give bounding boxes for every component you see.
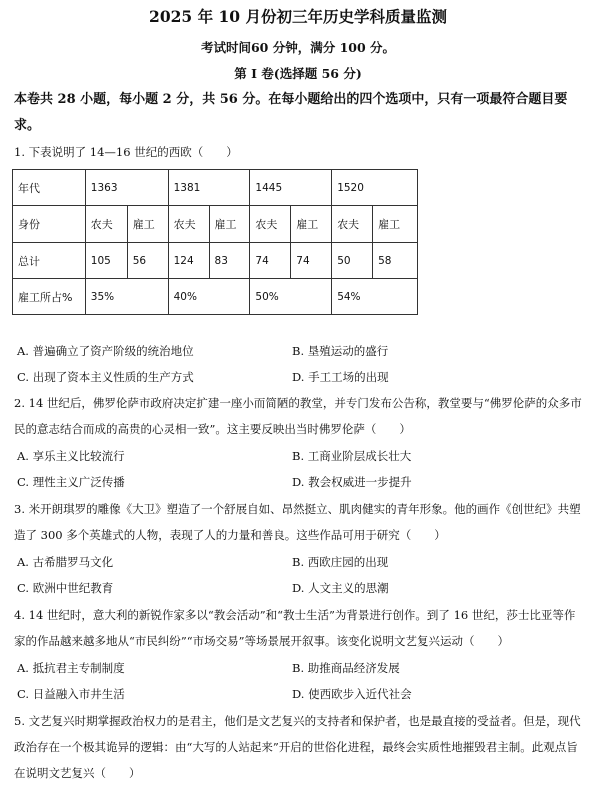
- question-4-option-c[interactable]: C. 日益融入市井生活: [17, 687, 125, 701]
- table-cell: 1520: [332, 170, 418, 206]
- question-1-option-c[interactable]: C. 出现了资本主义性质的生产方式: [17, 370, 194, 384]
- table-row: [13, 206, 418, 243]
- question-3-option-b[interactable]: B. 西欧庄园的出现: [292, 555, 389, 569]
- table-cell: 50%: [250, 279, 332, 315]
- question-5-stem: 5. 文艺复兴时期掌握政治权力的是君主，他们是文艺复兴的支持者和保护者，也是最直接的受益者。但是，现代政治存在一个极其诡异的逻辑：由“大写的人站起来”开启的世俗化进程，最终会实质性地摧毁君主制。此观点旨在说明文艺复兴（ ）: [14, 714, 581, 780]
- question-2-option-a[interactable]: A. 享乐主义比较流行: [17, 449, 125, 463]
- section-instructions: 本卷共 28 小题，每小题 2 分，共 56 分。在每小题给出的四个选项中，只有一项最符合题目要求。: [14, 92, 568, 133]
- table-cell: 年代: [13, 170, 86, 206]
- table-cell: 74: [250, 243, 291, 279]
- table-cell: 身份: [13, 206, 86, 243]
- table-cell: 54%: [332, 279, 418, 315]
- exam-title: 2025 年 10 月份初三年历史学科质量监测: [149, 7, 447, 26]
- table-cell: 35%: [85, 279, 168, 315]
- table-cell: 56: [127, 243, 168, 279]
- question-2-option-b[interactable]: B. 工商业阶层成长壮大: [292, 449, 412, 463]
- question-3-option-d[interactable]: D. 人文主义的思潮: [292, 581, 389, 595]
- question-2-stem: 2. 14 世纪后，佛罗伦萨市政府决定扩建一座小而简陋的教堂，并专门发布公告称，教堂要与“佛罗伦萨的众多市民的意志结合而成的高贵的心灵相一致”。这主要反映出当时佛罗伦萨（ ）: [14, 396, 582, 436]
- table-cell: 农夫: [332, 206, 373, 243]
- question-4-stem: 4. 14 世纪时，意大利的新锐作家多以“教会活动”和“教士生活”为背景进行创作。到了 16 世纪，莎士比亚等作家的作品越来越多地从“市民纠纷”“市场交易”等场景展开叙事。该变化说明文艺复兴运动（ ）: [14, 608, 576, 648]
- question-1-table: [12, 169, 418, 315]
- question-4-option-a[interactable]: A. 抵抗君主专制制度: [17, 661, 125, 675]
- table-cell: 总计: [13, 243, 86, 279]
- question-1-option-a[interactable]: A. 普遍确立了资产阶级的统治地位: [17, 344, 194, 358]
- table-cell: 农夫: [168, 206, 209, 243]
- table-row: [13, 170, 418, 206]
- table-cell: 124: [168, 243, 209, 279]
- exam-subtitle: 考试时间60 分钟，满分 100 分。: [200, 40, 396, 55]
- table-cell: 农夫: [250, 206, 291, 243]
- table-cell: 58: [373, 243, 418, 279]
- question-4-option-b[interactable]: B. 助推商品经济发展: [292, 661, 400, 675]
- question-3-option-c[interactable]: C. 欧洲中世纪教育: [17, 581, 114, 595]
- question-3-stem: 3. 米开朗琪罗的雕像《大卫》塑造了一个舒展自如、昂然挺立、肌肉健实的青年形象。他的画作《创世纪》共塑造了 300 多个英雄式的人物，表现了人的力量和善良。这些作品可用于研究（ ）: [14, 502, 581, 542]
- question-1-stem: 1. 下表说明了 14—16 世纪的西欧（ ）: [14, 145, 238, 159]
- table-row: [13, 243, 418, 279]
- table-cell: 105: [85, 243, 127, 279]
- table-cell: 83: [209, 243, 250, 279]
- table-cell: 雇工: [209, 206, 250, 243]
- table-cell: 雇工所占%: [13, 279, 86, 315]
- question-1-option-d[interactable]: D. 手工工场的出现: [292, 370, 389, 384]
- table-cell: 雇工: [127, 206, 168, 243]
- table-cell: 1445: [250, 170, 332, 206]
- table-row: [13, 279, 418, 315]
- table-cell: 50: [332, 243, 373, 279]
- table-cell: 74: [291, 243, 332, 279]
- question-1-option-b[interactable]: B. 垦殖运动的盛行: [292, 344, 389, 358]
- table-cell: 40%: [168, 279, 250, 315]
- table-cell: 1381: [168, 170, 250, 206]
- table-cell: 1363: [85, 170, 168, 206]
- question-3-option-a[interactable]: A. 古希腊罗马文化: [17, 555, 114, 569]
- table-cell: 雇工: [373, 206, 418, 243]
- question-2-option-c[interactable]: C. 理性主义广泛传播: [17, 475, 125, 489]
- table-cell: 雇工: [291, 206, 332, 243]
- section-heading: 第 I 卷(选择题 56 分): [234, 66, 362, 81]
- question-2-option-d[interactable]: D. 教会权威进一步提升: [292, 475, 412, 489]
- table-cell: 农夫: [85, 206, 127, 243]
- question-4-option-d[interactable]: D. 使西欧步入近代社会: [292, 687, 412, 701]
